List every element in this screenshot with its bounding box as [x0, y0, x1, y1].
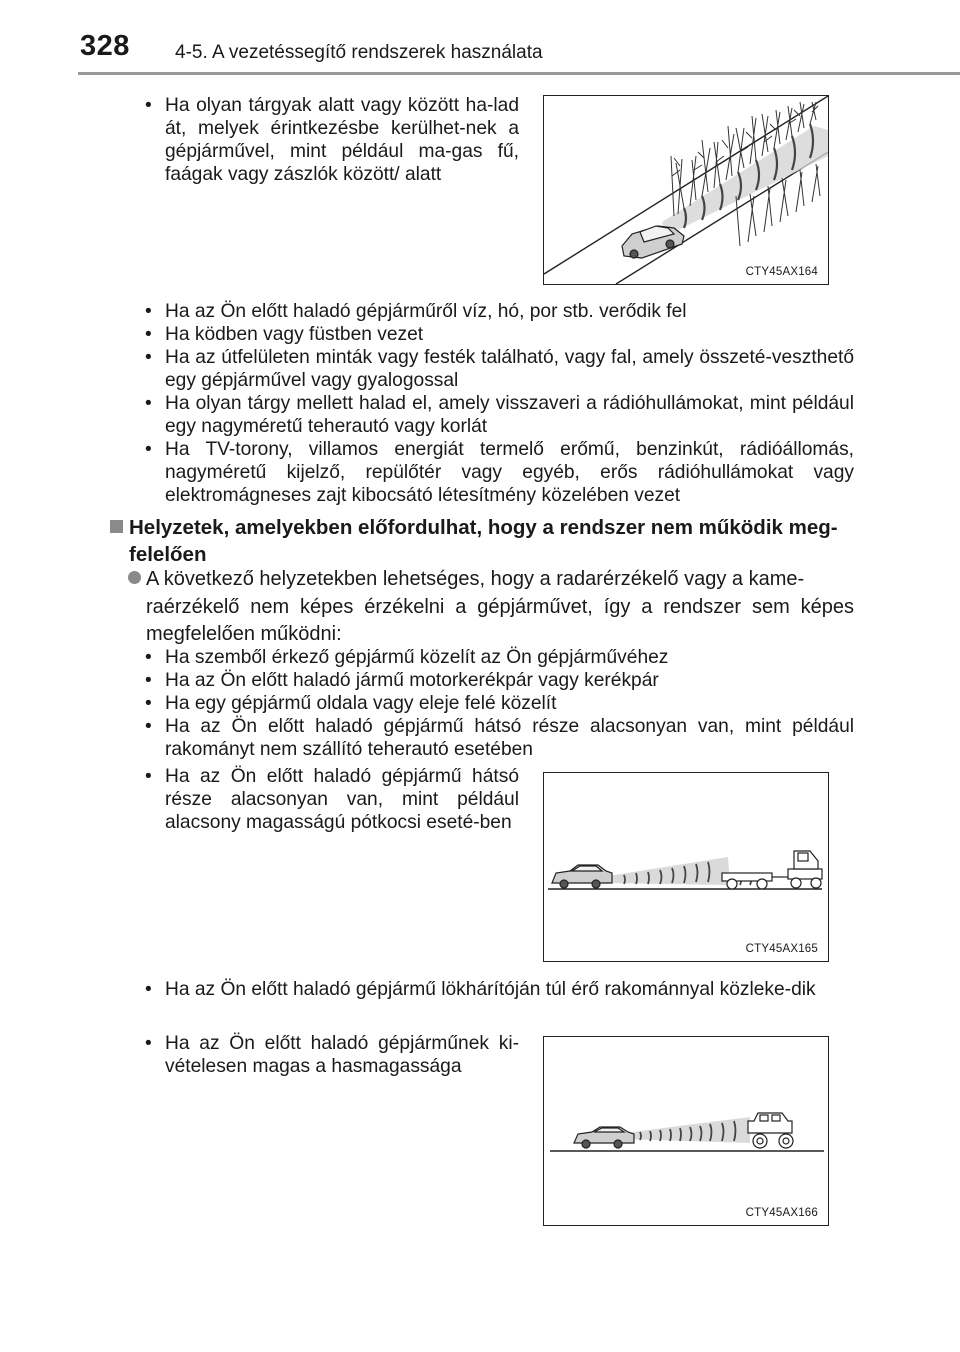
- figure-code: CTY45AX166: [745, 1207, 818, 1219]
- list-item: • Ha olyan tárgy mellett halad el, amely visszaveri a rádióhullámokat, mint például egy nagyméretű teherautó vagy korlát: [143, 392, 854, 438]
- square-bullet-icon: [110, 520, 123, 533]
- intro-paragraph: A következő helyzetekben lehetséges, hogy a radarérzékelő vagy a kame- raérzékelő nem képes érzékelni a gépjárművet, így a rendszer sem képes megfelelően működni:: [128, 566, 854, 649]
- list-item: • Ha az Ön előtt haladó gépjármű lökhárítóján túl érő rakománnyal közleke-dik: [143, 978, 854, 1001]
- bullet-list-1: [143, 94, 519, 186]
- bullet-list-6: [143, 1032, 519, 1078]
- page-header: [0, 0, 960, 76]
- list-item: • Ha olyan tárgyak alatt vagy között ha-lad át, melyek érintkezésbe kerülhet-nek a gépjárművel, mint például ma-gas fű, faágak vagy zászlók között/ alatt: [143, 94, 519, 186]
- list-item: • Ha az útfelületen minták vagy festék található, vagy fal, amely összeté-veszthető egy gépjárművel vagy gyalogossal: [143, 346, 854, 392]
- section-title: 4-5. A vezetéssegítő rendszerek használata: [175, 42, 543, 63]
- trailer-icon: [722, 873, 788, 889]
- car-icon: [622, 226, 684, 258]
- figure-low-trailer: [543, 772, 829, 962]
- list-item: • Ha egy gépjármű oldala vagy eleje felé közelít: [143, 692, 854, 715]
- figure-illustration: [544, 1037, 828, 1225]
- bullet-list-2: [143, 300, 854, 507]
- list-item: • Ha az Ön előtt haladó gépjármű hátsó része alacsonyan van, mint például alacsony magasságú pótkocsi eseté-ben: [143, 765, 519, 834]
- section-heading: Helyzetek, amelyekben előfordulhat, hogy a rendszer nem működik meg- felelően: [110, 514, 860, 568]
- list-item: • Ha az Ön előtt haladó gépjármű hátsó része alacsonyan van, mint például rakományt nem szállító teherautó esetében: [143, 715, 854, 761]
- bullet-list-4: [143, 765, 519, 834]
- figure-high-clearance: [543, 1036, 829, 1226]
- figure-code: CTY45AX164: [745, 266, 818, 278]
- list-item: • Ha az Ön előtt haladó gépjárműnek ki-vételesen magas a hasmagassága: [143, 1032, 519, 1078]
- figure-code: CTY45AX165: [745, 943, 818, 955]
- figure-illustration: [544, 96, 828, 284]
- list-item: • Ha TV-torony, villamos energiát termelő erőmű, benzinkút, rádióállomás, nagyméretű kijelző, repülőtér vagy egyéb, erős rádióhullámokat vagy elektromágneses zajt kibocsátó létesítmény közelében vezet: [143, 438, 854, 507]
- list-item: • Ha az Ön előtt haladó gépjárműről víz, hó, por stb. verődik fel: [143, 300, 854, 323]
- truck-icon: [788, 851, 822, 888]
- bullet-list-5: [143, 978, 854, 1001]
- suv-icon: [748, 1113, 793, 1148]
- bullet-list-3: [143, 646, 854, 761]
- page-number: 328: [80, 30, 130, 62]
- list-item: • Ha ködben vagy füstben vezet: [143, 323, 854, 346]
- circle-bullet-icon: [128, 571, 141, 584]
- figure-illustration: [544, 773, 828, 961]
- list-item: • Ha az Ön előtt haladó jármű motorkerékpár vagy kerékpár: [143, 669, 854, 692]
- car-icon: [574, 1127, 634, 1148]
- figure-overhead-obstacles: [543, 95, 829, 285]
- list-item: • Ha szemből érkező gépjármű közelít az Ön gépjárművéhez: [143, 646, 854, 669]
- header-divider: [78, 72, 960, 75]
- car-icon: [552, 865, 612, 888]
